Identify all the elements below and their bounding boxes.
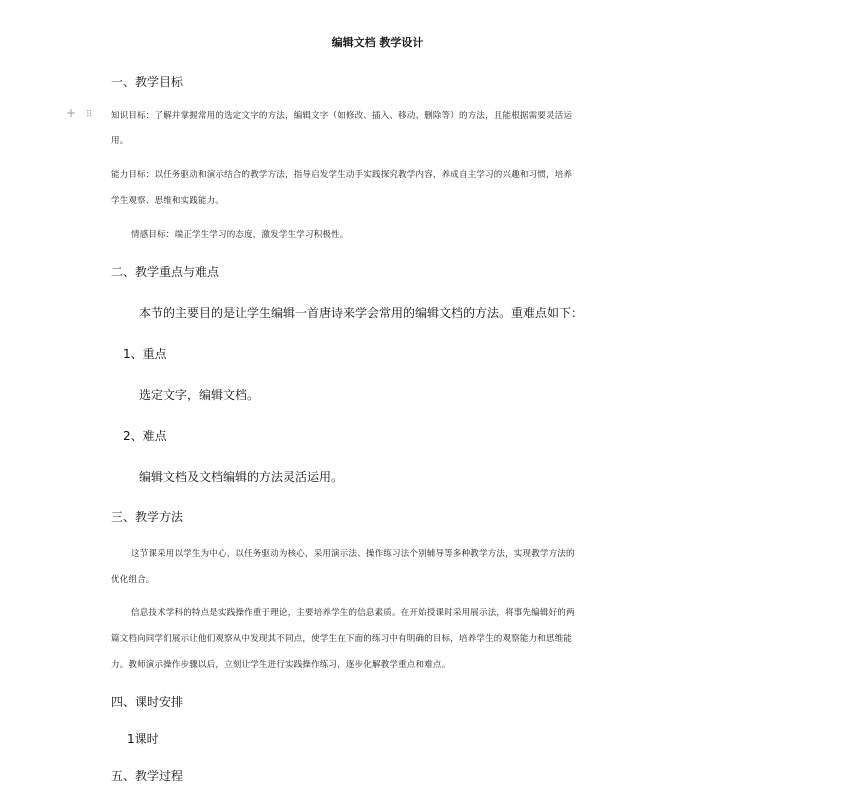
section-heading-process: 五、教学过程 (111, 769, 184, 783)
list-item-difficulty-text: 编辑文档及文档编辑的方法灵活运用。 (139, 470, 344, 484)
paragraph-ability-line2: 学生观察、思维和实践能力。 (111, 196, 225, 206)
drag-handle-icon[interactable]: ⠿ (85, 110, 92, 120)
paragraph-knowledge-line1: 知识目标：了解并掌握常用的选定文字的方法，编辑文字（如修改、插入、移动、删除等）的方法，且能根据需要灵活运 (111, 111, 573, 121)
paragraph-methods-line2: 优化组合。 (111, 575, 155, 585)
list-item-key-point-text: 选定文字，编辑文档。 (139, 388, 260, 402)
section-heading-methods: 三、教学方法 (111, 510, 184, 524)
paragraph-focus-intro: 本节的主要目的是让学生编辑一首唐诗来学会常用的编辑文档的方法。重难点如下： (139, 306, 584, 320)
paragraph-it-line1: 信息技术学科的特点是实践操作重于理论，主要培养学生的信息素质。在开始授课时采用展示法，将事先编辑好的两 (131, 608, 575, 618)
section-heading-objectives: 一、教学目标 (111, 75, 184, 89)
paragraph-methods-line1: 这节课采用以学生为中心，以任务驱动为核心，采用演示法、操作练习法个别辅导等多种教学方法，实现教学方法的 (131, 549, 575, 559)
block-gutter[interactable] (66, 106, 91, 120)
section-heading-focus: 二、教学重点与难点 (111, 265, 220, 279)
document-title: 编辑文档 教学设计 (331, 36, 424, 49)
paragraph-knowledge-line2: 用。 (111, 136, 129, 146)
add-block-icon[interactable]: + (66, 106, 77, 120)
section-heading-schedule: 四、课时安排 (111, 695, 184, 709)
list-item-key-point-label: 1、重点 (123, 347, 167, 361)
paragraph-ability-line1: 能力目标：以任务驱动和演示结合的教学方法，指导启发学生动手实践探究教学内容，养成自主学习的兴趣和习惯，培养 (111, 170, 573, 180)
list-item-difficulty-label: 2、难点 (123, 429, 167, 443)
paragraph-emotion: 情感目标：端正学生学习的态度，激发学生学习积极性。 (131, 230, 349, 240)
paragraph-schedule: 1课时 (127, 732, 159, 746)
paragraph-it-line2: 篇文档向同学们展示让他们观察从中发现其不同点，使学生在下面的练习中有明确的目标，培养学生的观察能力和思维能 (111, 634, 573, 644)
paragraph-it-line3: 力。教师演示操作步骤以后，立刻让学生进行实践操作练习，逐步化解教学重点和难点。 (111, 660, 451, 670)
